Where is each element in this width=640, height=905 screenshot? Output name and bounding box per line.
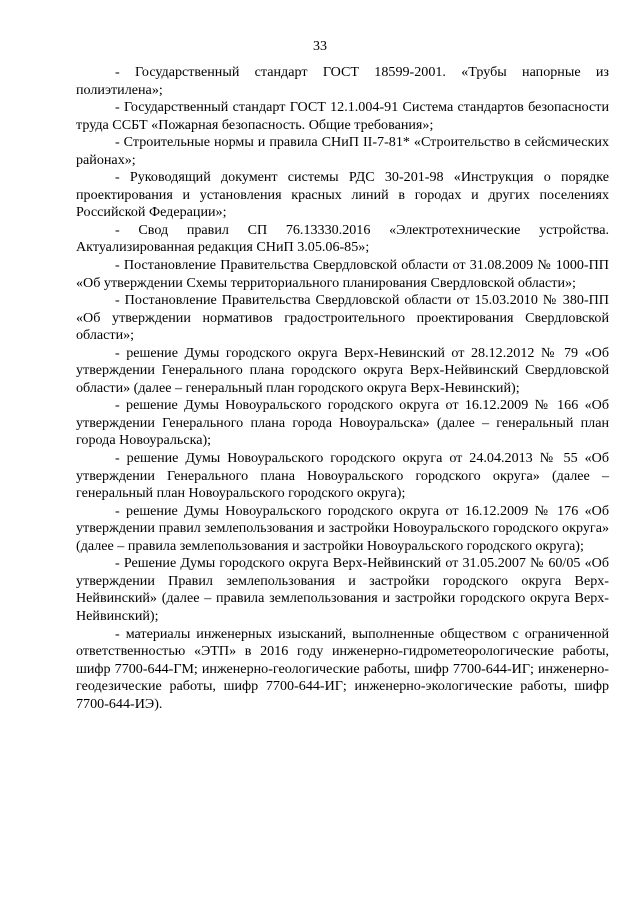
list-item: - Государственный стандарт ГОСТ 12.1.004-91 Система стандартов безопасности труда ССБТ «Пожарная безопасность. Общие требования»; bbox=[76, 99, 609, 133]
list-item: - Постановление Правительства Свердловской области от 15.03.2010 № 380-ПП «Об утверждении нормативов градостроительного проектирования Свердловской области»; bbox=[76, 292, 609, 344]
list-item: - Руководящий документ системы РДС 30-201-98 «Инструкция о порядке проектирования и установления красных линий в городах и других поселениях Российской Федерации»; bbox=[76, 169, 609, 221]
reference-list bbox=[76, 64, 609, 713]
list-item: - Решение Думы городского округа Верх-Нейвинский от 31.05.2007 № 60/05 «Об утверждении Правил землепользования и застройки городского округа Верх-Нейвинский» (далее – правила землепользования и застройки городского округа Верх-Нейвинский); bbox=[76, 555, 609, 624]
list-item: - материалы инженерных изысканий, выполненные обществом с ограниченной ответственностью «ЭТП» в 2016 году инженерно-гидрометеорологические работы, шифр 7700-644-ГМ; инженерно-геологические работы, шифр 7700-644-ИГ; инженерно-геодезические работы, шифр 7700-644-ИГ; инженерно-экологические работы, шифр 7700-644-ИЭ). bbox=[76, 625, 609, 712]
list-item: - Строительные нормы и правила СНиП II-7-81* «Строительство в сейсмических районах»; bbox=[76, 134, 609, 168]
list-item: - Государственный стандарт ГОСТ 18599-2001. «Трубы напорные из полиэтилена»; bbox=[76, 64, 609, 98]
list-item: - Постановление Правительства Свердловской области от 31.08.2009 № 1000-ПП «Об утверждении Схемы территориального планирования Свердловской области»; bbox=[76, 257, 609, 291]
list-item: - решение Думы Новоуральского городского округа от 24.04.2013 № 55 «Об утверждении Генерального плана Новоуральского городского округа» (далее – генеральный план Новоуральского городского округа); bbox=[76, 450, 609, 502]
list-item: - решение Думы Новоуральского городского округа от 16.12.2009 № 176 «Об утверждении правил землепользования и застройки Новоуральского городского округа» (далее – правила землепользования и застройки Новоуральского городского округа); bbox=[76, 502, 609, 554]
list-item: - решение Думы городского округа Верх-Невинский от 28.12.2012 № 79 «Об утверждении Генерального плана городского округа Верх-Нейвинский Свердловской области» (далее – генеральный план городского округа Верх-Невинский); bbox=[76, 344, 609, 396]
list-item: - Свод правил СП 76.13330.2016 «Электротехнические устройства. Актуализированная редакция СНиП 3.05.06-85»; bbox=[76, 221, 609, 256]
page-number: 33 bbox=[313, 39, 327, 54]
list-item: - решение Думы Новоуральского городского округа от 16.12.2009 № 166 «Об утверждении Генерального плана города Новоуральска» (далее – генеральный план города Новоуральска); bbox=[76, 397, 609, 449]
